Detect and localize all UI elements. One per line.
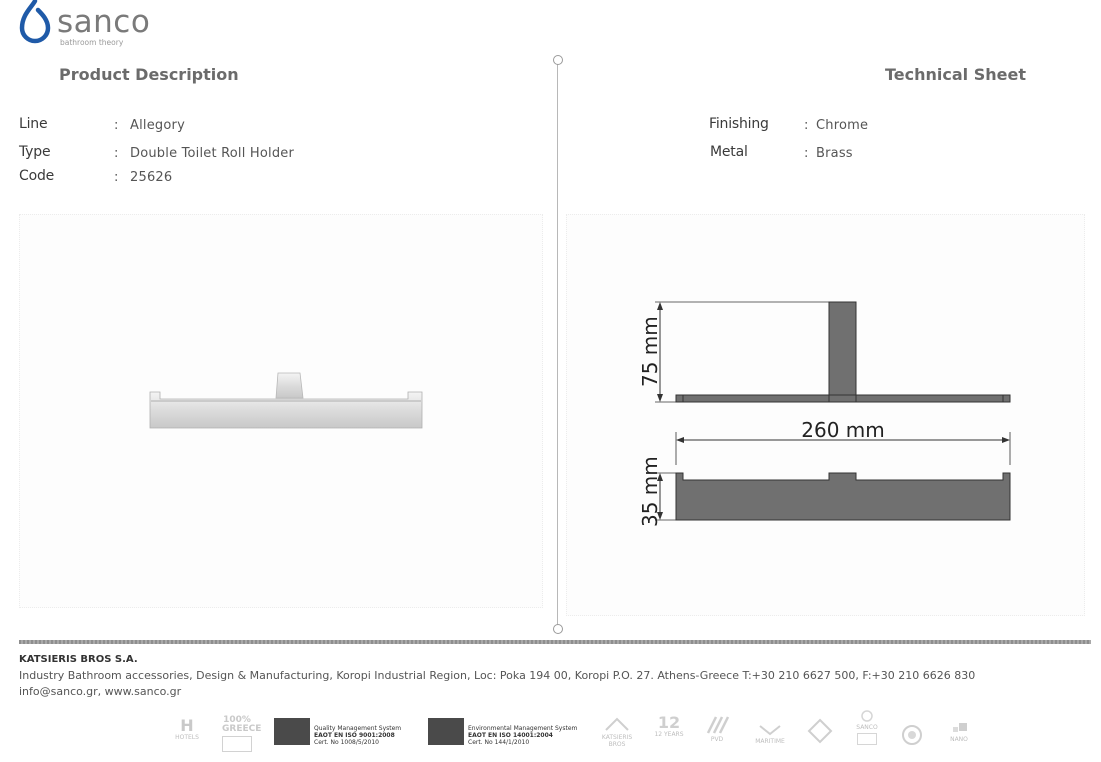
years-badge-icon: 12 12 YEARS [654,713,684,738]
code-value: 25626 [130,170,173,185]
metal-label: Metal [710,144,748,160]
brand-tagline: bathroom theory [60,38,124,47]
technical-sheet-title: Technical Sheet [885,65,1026,84]
footer-divider [19,640,1091,644]
pvd-badge-icon: PVD [702,716,732,743]
top-view-base [676,395,1010,402]
line-value: Allegory [130,118,185,133]
technical-drawing [567,215,1084,615]
product-photo [20,215,542,607]
company-address: Industry Bathroom accessories, Design & Manufacturing, Koropi Industrial Region, Loc: Poka 194 00, Koropi P.O. 27. Athens-Greece T:+30 210 6627 500, F:+30 210 6626 830 [19,669,976,682]
katsieris-badge-icon: KATSIERIS BROS [598,716,636,748]
sanco-logo-icon [18,0,52,46]
diamond-badge-icon [806,718,834,746]
greece-badge-icon: 100% GREECE [222,716,252,752]
width-dimension: 260 mm [801,418,885,442]
metal-value: Brass [816,146,853,161]
line-separator: : [114,118,119,133]
quality-cert-text: Quality Management System EAOT EN ISO 9001:2008 Cert. No 1008/5/2010 [314,725,402,746]
divider-bottom-dot [553,624,563,634]
eurocert-env-icon [428,718,464,745]
technical-drawing-panel [566,214,1085,616]
height-front-dimension: 35 mm [638,456,662,527]
product-description-title: Product Description [59,65,239,84]
type-separator: : [114,146,119,161]
brand-name: sanco [57,4,151,40]
type-value: Double Toilet Roll Holder [130,146,295,161]
type-label: Type [19,144,51,160]
column-divider [557,59,558,629]
code-separator: : [114,170,119,185]
company-contact: info@sanco.gr, www.sanco.gr [19,685,182,698]
round-badge-icon [900,724,924,748]
maritime-badge-icon: MARITIME [752,722,788,745]
finishing-label: Finishing [709,116,769,132]
height-top-dimension: 75 mm [638,316,662,387]
product-image-panel [19,214,543,608]
metal-separator: : [804,146,809,161]
eurocert-quality-icon [274,718,310,745]
company-name: KATSIERIS BROS S.A. [19,654,138,665]
nano-badge-icon: NANO [944,722,974,743]
env-cert-text: Environmental Management System EAOT EN ISO 14001:2004 Cert. No 144/1/2010 [468,725,578,746]
finishing-separator: : [804,118,809,133]
code-label: Code [19,168,55,184]
line-label: Line [19,116,48,132]
divider-top-dot [553,55,563,65]
top-view-post [829,302,856,397]
sanco-care-badge-icon: SANCO [852,708,882,745]
front-view-body [676,473,1010,520]
finishing-value: Chrome [816,118,869,133]
hotels-badge-icon: H HOTELS [175,716,199,741]
